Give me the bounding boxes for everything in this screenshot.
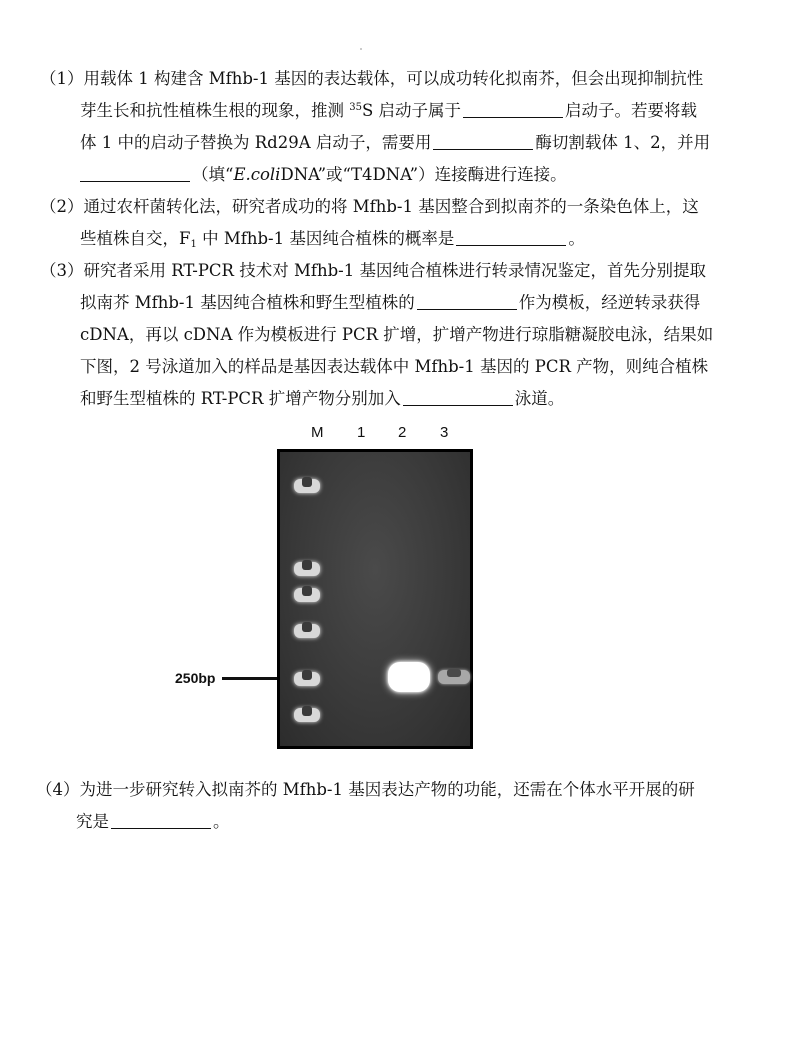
ladder-band (294, 708, 320, 722)
question-3-line-5: 和野生型植株的 RT-PCR 扩增产物分别加入 泳道。 (80, 389, 565, 408)
question-4-number: （4） (36, 780, 80, 799)
question-2-number: （2） (40, 197, 84, 216)
ladder-band (294, 624, 320, 638)
marker-size-pointer (222, 677, 277, 680)
gel-image (277, 449, 473, 749)
ladder-band-250bp (294, 672, 320, 686)
question-1-line-4: （填“E.coliDNA”或“T4DNA”）连接酶进行连接。 (40, 159, 770, 191)
lane-label-3: 3 (440, 424, 449, 441)
answer-blank-ligase[interactable] (80, 165, 190, 183)
ladder-band (294, 562, 320, 576)
gel-background (280, 452, 470, 746)
lane-label-2: 2 (398, 424, 407, 441)
question-3-line-4: 下图，2 号泳道加入的样品是基因表达载体中 Mfhb-1 基因的 PCR 产物，则纯合植株 (80, 357, 709, 376)
answer-blank-template[interactable] (417, 293, 517, 311)
answer-blank-research[interactable] (111, 812, 211, 830)
question-3-number: （3） (40, 261, 84, 280)
question-1-line-3: 体 1 中的启动子替换为 Rd29A 启动子，需要用 酶切割载体 1、2，并用 (80, 133, 711, 152)
lane-label-marker: M (311, 424, 324, 441)
answer-blank-promoter-type[interactable] (463, 101, 563, 119)
question-3-line-1: 研究者采用 RT-PCR 技术对 Mfhb-1 基因纯合植株进行转录情况鉴定，首先分别提取 (83, 261, 706, 280)
lane-2-band (388, 662, 430, 692)
question-4 (36, 774, 766, 838)
question-1-number: （1） (40, 69, 84, 88)
lane-3-band (438, 670, 470, 684)
question-3-line-2: 拟南芥 Mfhb-1 基因纯合植株和野生型植株的 作为模板，经逆转录获得 (80, 293, 701, 312)
question-4-line-1: 为进一步研究转入拟南芥的 Mfhb-1 基因表达产物的功能，还需在个体水平开展的研 (79, 780, 695, 799)
question-3 (40, 255, 770, 415)
ladder-band (294, 588, 320, 602)
question-1-line-1: 用载体 1 构建含 Mfhb-1 基因的表达载体，可以成功转化拟南芥，但会出现抑制抗性 (83, 69, 704, 88)
scan-speck (360, 48, 362, 50)
ladder-band (294, 479, 320, 493)
question-3-line-3: cDNA，再以 cDNA 作为模板进行 PCR 扩增，扩增产物进行琼脂糖凝胶电泳，结果如 (80, 325, 714, 344)
marker-size-label: 250bp (175, 670, 216, 686)
question-2-line-1: 通过农杆菌转化法，研究者成功的将 Mfhb-1 基因整合到拟南芥的一条染色体上，这 (83, 197, 699, 216)
answer-blank-probability[interactable] (456, 229, 566, 247)
question-2 (40, 191, 770, 255)
lane-label-1: 1 (357, 424, 366, 441)
question-2-line-2: 些植株自交，$F_1$ 中 Mfhb-1 基因纯合植株的概率是 。 (80, 229, 585, 250)
question-4-line-2: 究是 。 (76, 812, 230, 831)
answer-blank-lanes[interactable] (403, 389, 513, 407)
answer-blank-restriction-enzyme[interactable] (433, 133, 533, 151)
question-1 (40, 63, 770, 191)
question-1-line-2: 芽生长和抗性植株生根的现象，推测 $^{35}$S 启动子属于 启动子。若要将载 (80, 101, 698, 120)
